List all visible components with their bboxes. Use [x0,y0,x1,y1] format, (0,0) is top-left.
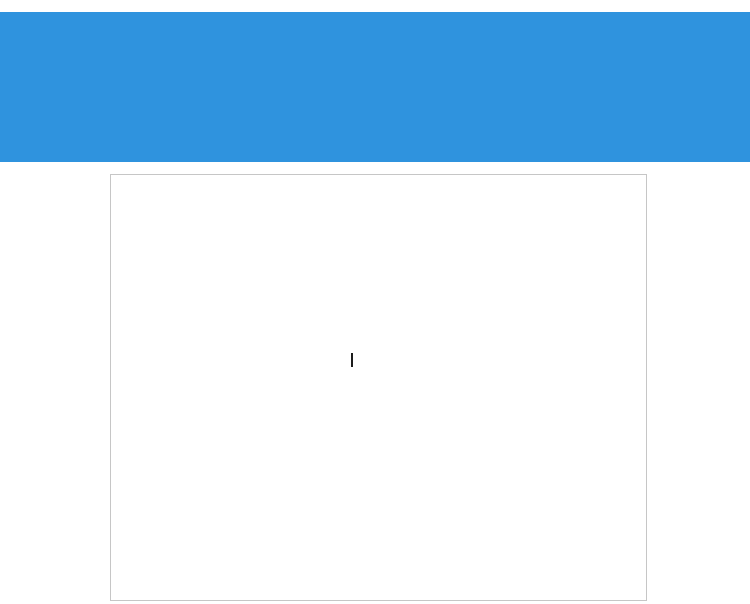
page-title [0,12,750,38]
banner [0,12,750,162]
page-subtitle [0,38,750,49]
text-caret [351,353,353,367]
page-frame [110,174,647,601]
